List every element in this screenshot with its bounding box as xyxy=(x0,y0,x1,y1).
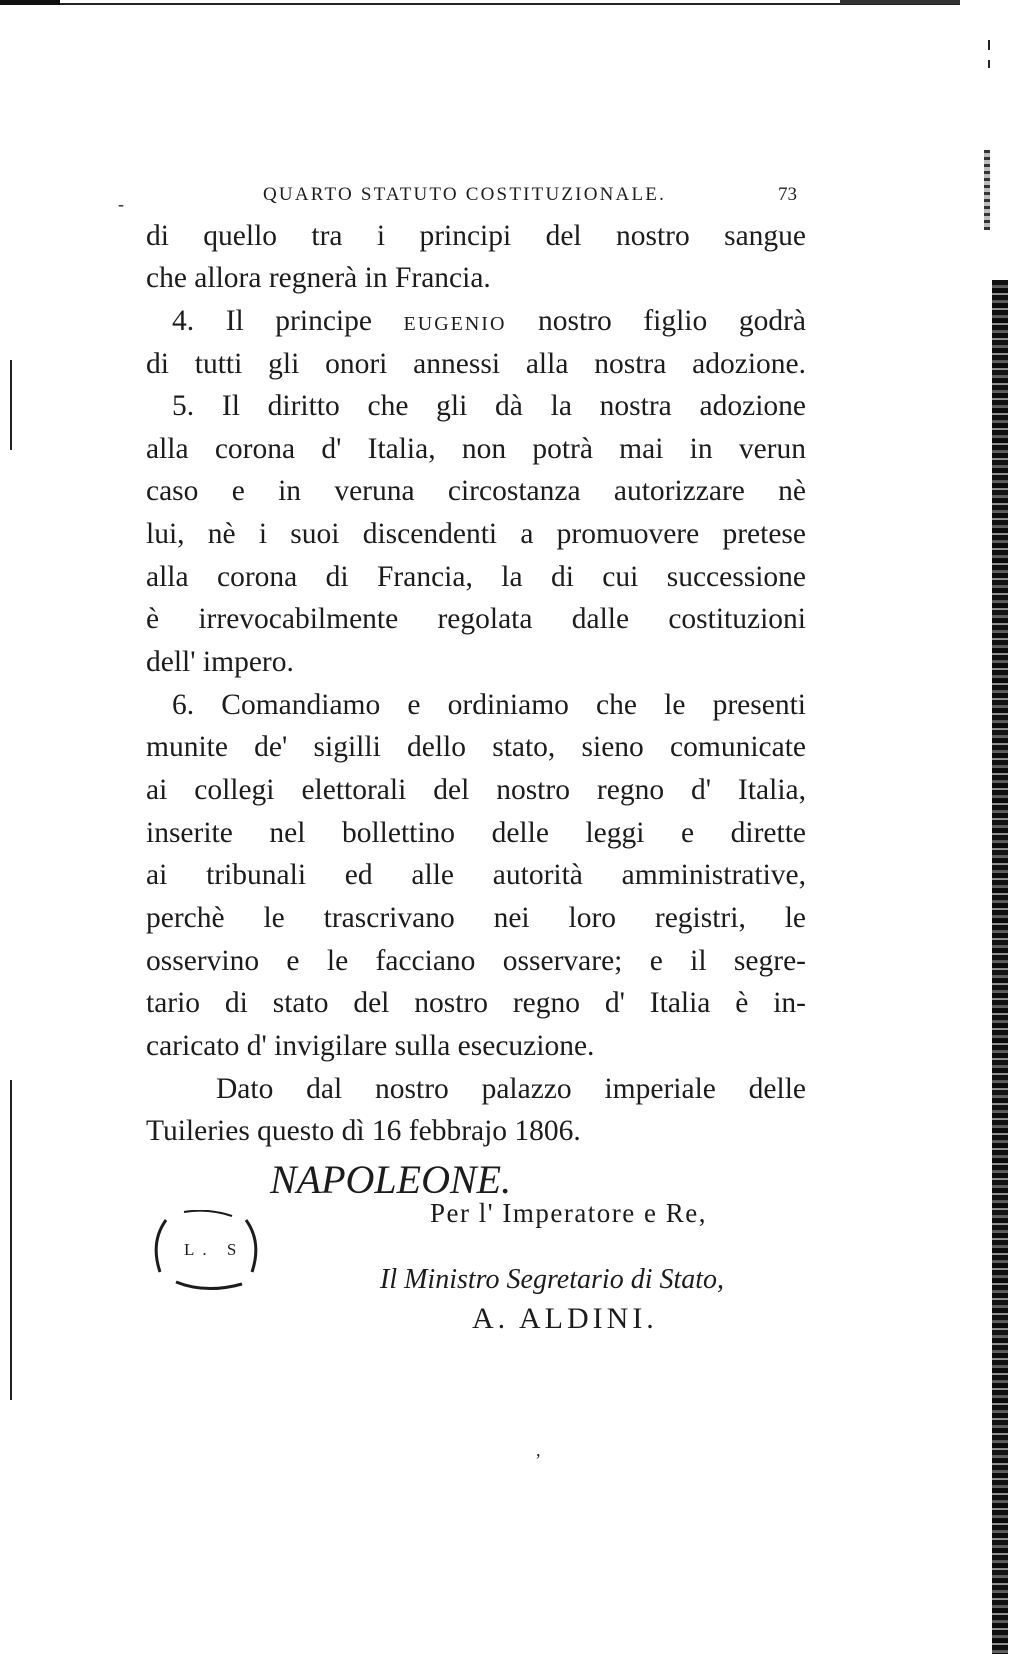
minister-title: Il Ministro Segretario di Stato, xyxy=(380,1264,725,1295)
text-segment: 4. Il principe xyxy=(172,305,404,337)
text-line: di tutti gli onori annessi alla nostra adozione. xyxy=(146,348,806,380)
text-line: è irrevocabilmente regolata dalle costituzioni xyxy=(146,603,806,635)
locus-sigilli-seal xyxy=(146,1210,266,1300)
per-imperatore-line: Per l' Imperatore e Re, xyxy=(430,1198,708,1228)
scan-speck xyxy=(988,40,990,50)
text-line: ai collegi elettorali del nostro regno d' Italia, xyxy=(146,774,806,806)
text-line: Dato dal nostro palazzo imperiale delle xyxy=(216,1073,806,1105)
text-line: 6. Comandiamo e ordiniamo che le presenti xyxy=(172,689,806,721)
text-line: Tuileries questo dì 16 febbrajo 1806. xyxy=(146,1115,581,1147)
text-line: di quello tra i principi del nostro sangue xyxy=(146,220,806,252)
text-line: alla corona d' Italia, non potrà mai in verun xyxy=(146,433,806,465)
text-segment: nostro figlio godrà xyxy=(506,305,806,337)
footer-mark: , xyxy=(536,1440,541,1460)
text-line: alla corona di Francia, la di cui successione xyxy=(146,561,806,593)
header-dash: - xyxy=(118,194,124,214)
text-line: 5. Il diritto che gli dà la nostra adozione xyxy=(172,390,806,422)
text-line: tario di stato del nostro regno d' Italia è in- xyxy=(146,987,806,1019)
top-scan-rule xyxy=(0,0,1014,6)
text-line: dell' impero. xyxy=(146,646,294,678)
right-scan-strip xyxy=(984,150,990,230)
left-scan-edge xyxy=(10,360,12,450)
page-number: 73 xyxy=(778,184,797,205)
prince-name: EUGENIO xyxy=(403,313,507,335)
text-line: perchè le trascrivano nei loro registri, le xyxy=(146,902,806,934)
seal-text: L. S xyxy=(184,1240,245,1259)
text-line: lui, nè i suoi discendenti a promuovere pretese xyxy=(146,518,806,550)
left-scan-edge xyxy=(10,1160,12,1400)
text-line: ai tribunali ed alle autorità amministrative, xyxy=(146,859,806,891)
text-line: inserite nel bollettino delle leggi e dirette xyxy=(146,817,806,849)
scan-speck xyxy=(988,60,990,68)
running-header xyxy=(118,184,838,212)
text-line xyxy=(172,299,806,343)
minister-name: A. ALDINI. xyxy=(472,1302,658,1335)
text-line: munite de' sigilli dello stato, sieno comunicate xyxy=(146,731,806,763)
signature-napoleone: NAPOLEONE. xyxy=(270,1157,512,1202)
text-line: caso e in veruna circostanza autorizzare nè xyxy=(146,475,806,507)
text-line: caricato d' invigilare sulla esecuzione. xyxy=(146,1030,595,1062)
text-line: osservino e le facciano osservare; e il segre- xyxy=(146,945,806,977)
header-title: QUARTO STATUTO COSTITUZIONALE. xyxy=(263,184,667,205)
left-scan-edge xyxy=(10,1080,12,1170)
right-scan-strip xyxy=(992,280,1008,1654)
text-line: che allora regnerà in Francia. xyxy=(146,262,491,294)
